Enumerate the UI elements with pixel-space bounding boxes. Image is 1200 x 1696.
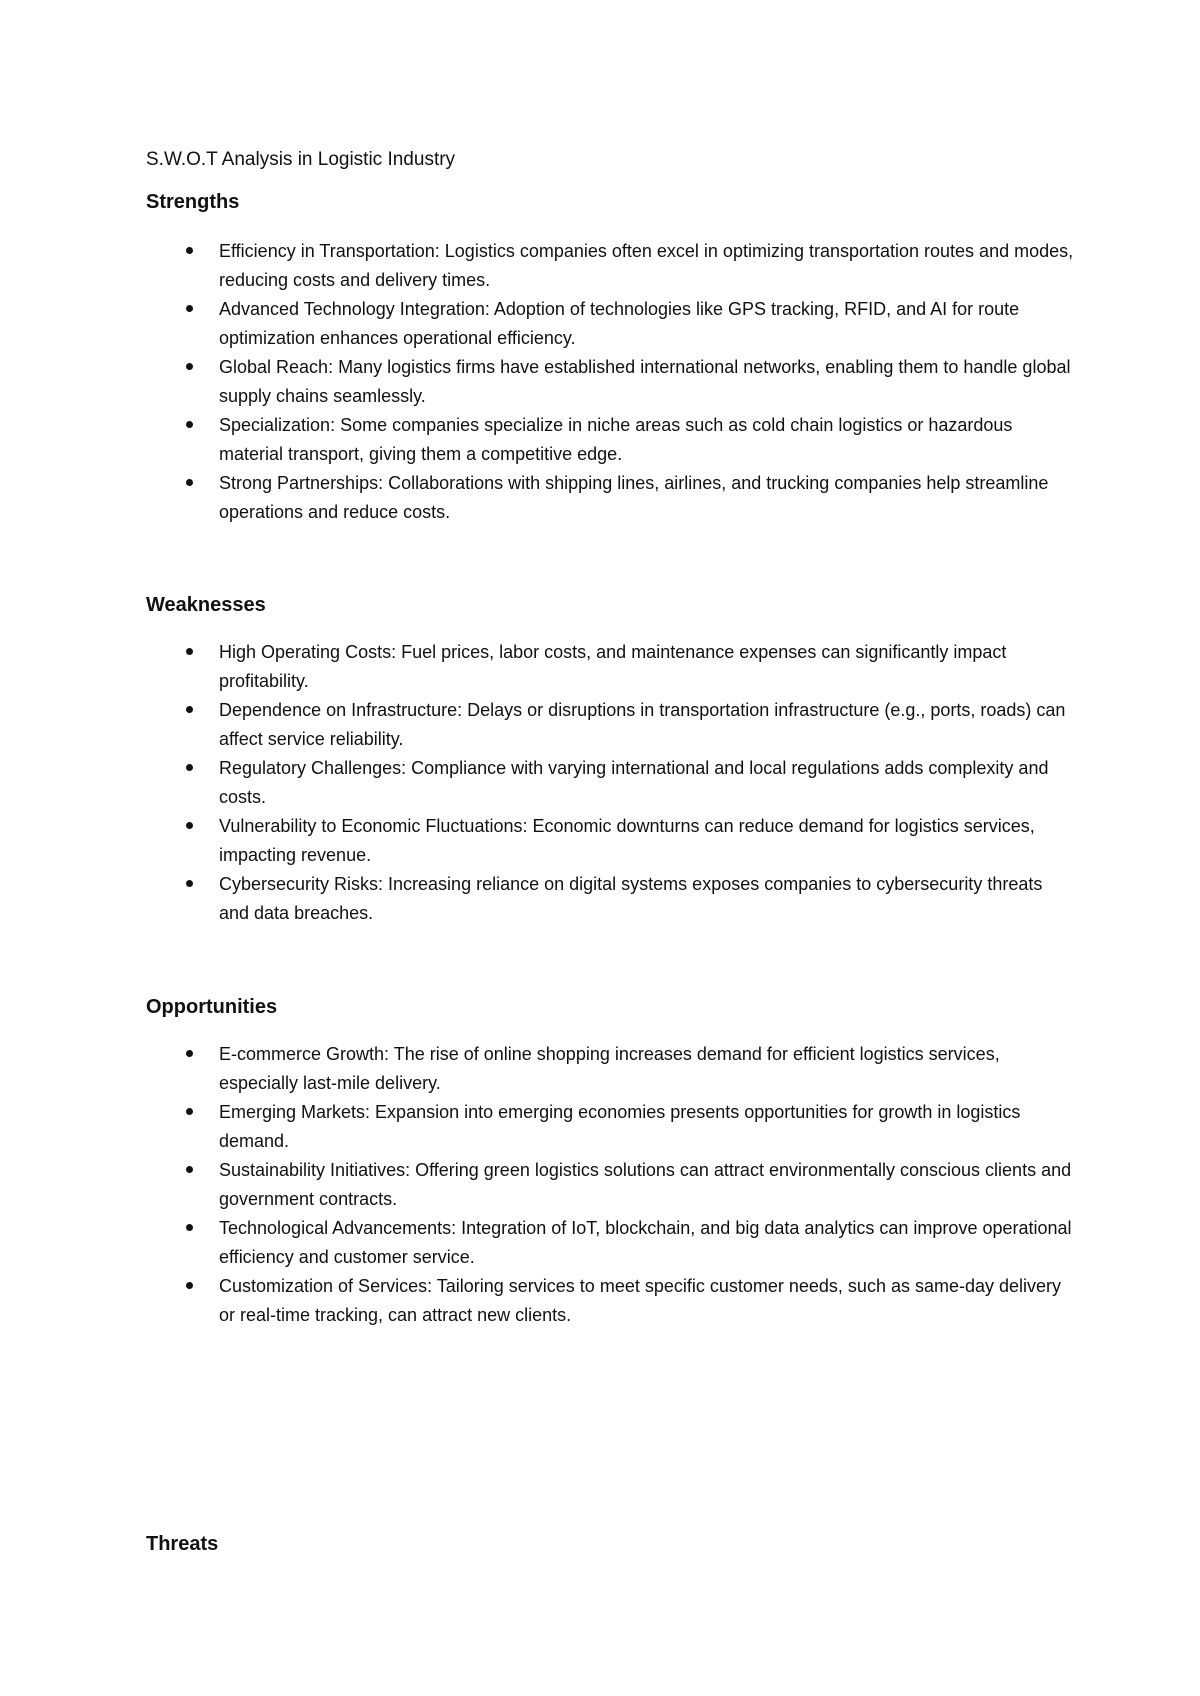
list-item-text: Sustainability Initiatives: Offering green logistics solutions can attract environmentally conscious clients and government contracts. <box>219 1160 1072 1209</box>
list-item <box>146 1156 1076 1214</box>
bullet-icon <box>186 305 193 312</box>
bullet-icon <box>186 880 193 887</box>
bullet-icon <box>186 1108 193 1115</box>
list-item <box>146 295 1076 353</box>
bullet-icon <box>186 648 193 655</box>
bullet-icon <box>186 706 193 713</box>
list-item <box>146 411 1076 469</box>
list-item-text: Advanced Technology Integration: Adoption of technologies like GPS tracking, RFID, and AI for route optimization enhances operational efficiency. <box>219 299 1020 348</box>
list-item <box>146 237 1076 295</box>
bullet-icon <box>186 1166 193 1173</box>
list-item <box>146 1098 1076 1156</box>
list-item-text: Dependence on Infrastructure: Delays or disruptions in transportation infrastructure (e.g., ports, roads) can affect service reliability. <box>219 700 1066 749</box>
list-item-text: Regulatory Challenges: Compliance with varying international and local regulations adds complexity and costs. <box>219 758 1049 807</box>
strengths-list <box>146 237 1076 527</box>
section-heading-strengths: Strengths <box>146 191 240 213</box>
list-item <box>146 696 1076 754</box>
list-item-text: Customization of Services: Tailoring services to meet specific customer needs, such as same-day delivery or real-time tracking, can attract new clients. <box>219 1276 1062 1325</box>
list-item-text: Cybersecurity Risks: Increasing reliance on digital systems exposes companies to cybersecurity threats and data breaches. <box>219 874 1043 923</box>
list-item-text: Emerging Markets: Expansion into emerging economies presents opportunities for growth in logistics demand. <box>219 1102 1021 1151</box>
bullet-icon <box>186 421 193 428</box>
section-heading-weaknesses: Weaknesses <box>146 594 266 616</box>
bullet-icon <box>186 1050 193 1057</box>
list-item <box>146 353 1076 411</box>
list-item <box>146 870 1076 928</box>
weaknesses-list <box>146 638 1076 928</box>
list-item <box>146 469 1076 527</box>
list-item-text: Efficiency in Transportation: Logistics companies often excel in optimizing transportation routes and modes, reducing costs and delivery times. <box>219 241 1074 290</box>
list-item-text: Global Reach: Many logistics firms have established international networks, enabling them to handle global supply chains seamlessly. <box>219 357 1071 406</box>
bullet-icon <box>186 247 193 254</box>
list-item <box>146 1214 1076 1272</box>
bullet-icon <box>186 822 193 829</box>
list-item-text: Strong Partnerships: Collaborations with shipping lines, airlines, and trucking companies help streamline operations and reduce costs. <box>219 473 1049 522</box>
list-item <box>146 812 1076 870</box>
bullet-icon <box>186 363 193 370</box>
section-heading-threats: Threats <box>146 1533 219 1555</box>
list-item-text: Vulnerability to Economic Fluctuations: Economic downturns can reduce demand for logistics services, impacting revenue. <box>219 816 1035 865</box>
list-item <box>146 754 1076 812</box>
bullet-icon <box>186 1224 193 1231</box>
list-item-text: High Operating Costs: Fuel prices, labor costs, and maintenance expenses can significantly impact profitability. <box>219 642 1007 691</box>
opportunities-list <box>146 1040 1076 1330</box>
bullet-icon <box>186 1282 193 1289</box>
list-item <box>146 1040 1076 1098</box>
section-heading-opportunities: Opportunities <box>146 996 278 1018</box>
document-title: S.W.O.T Analysis in Logistic Industry <box>146 149 456 170</box>
list-item <box>146 1272 1076 1330</box>
list-item-text: Technological Advancements: Integration of IoT, blockchain, and big data analytics can improve operational efficiency and customer service. <box>219 1218 1072 1267</box>
bullet-icon <box>186 479 193 486</box>
bullet-icon <box>186 764 193 771</box>
list-item <box>146 638 1076 696</box>
list-item-text: E-commerce Growth: The rise of online shopping increases demand for efficient logistics services, especially last-mile delivery. <box>219 1044 1000 1093</box>
list-item-text: Specialization: Some companies specialize in niche areas such as cold chain logistics or hazardous material transport, giving them a competitive edge. <box>219 415 1013 464</box>
